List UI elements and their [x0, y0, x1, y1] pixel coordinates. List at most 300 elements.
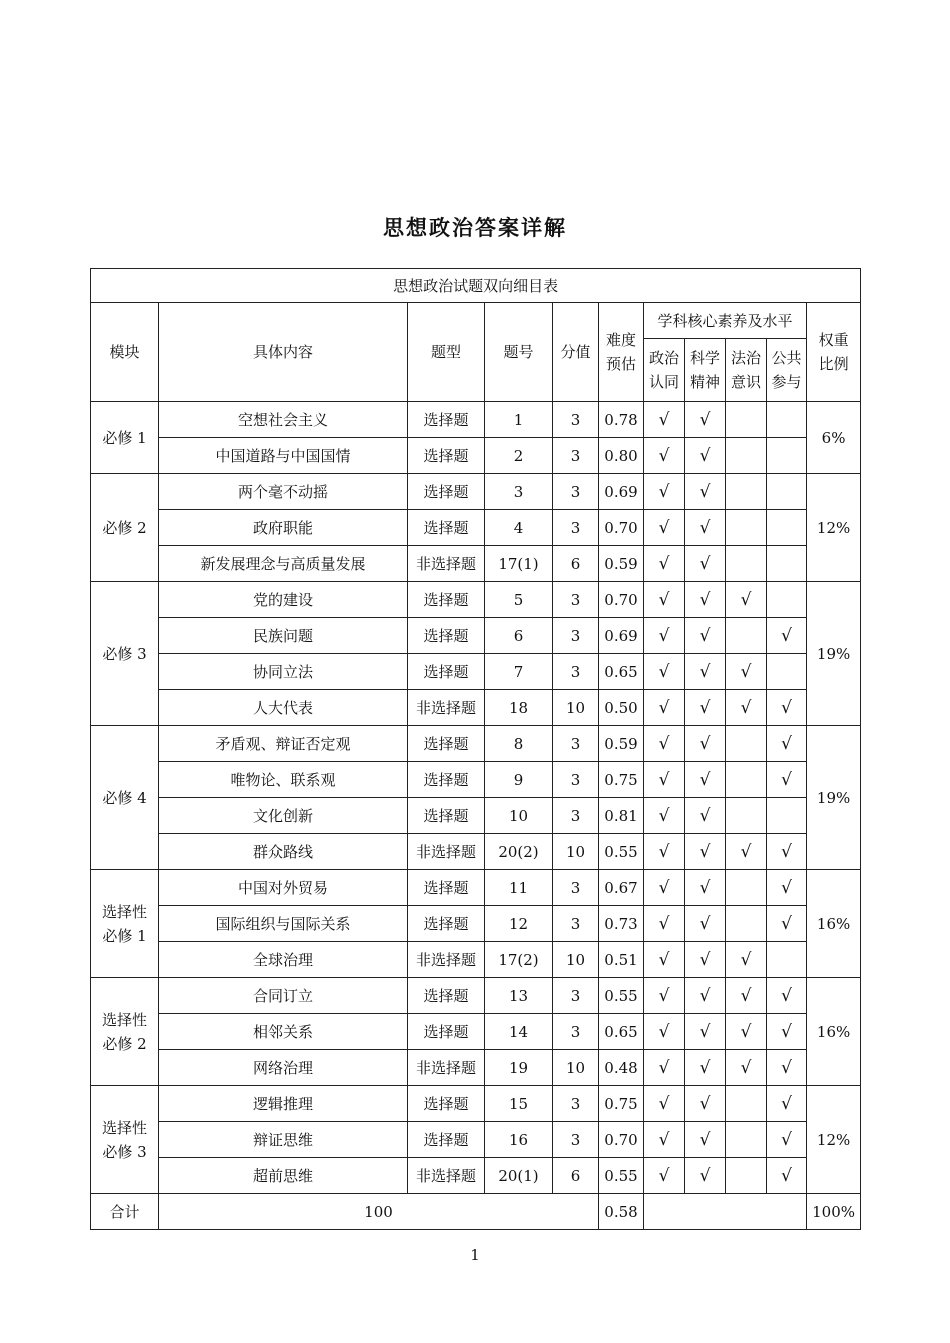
score-cell: 3: [553, 618, 599, 654]
core-cell: [685, 1158, 726, 1194]
core-cell: [726, 762, 767, 798]
number-cell: 10: [485, 798, 553, 834]
core-cell: [685, 798, 726, 834]
core-cell: [767, 438, 807, 474]
type-cell: 选择题: [408, 438, 485, 474]
content-cell: 国际组织与国际关系: [159, 906, 408, 942]
module-label: 选择性 必修 2: [101, 1010, 147, 1053]
core-cell: [726, 834, 767, 870]
check-icon: √: [781, 877, 792, 898]
difficulty-cell: 0.50: [599, 690, 644, 726]
core-cell: [685, 438, 726, 474]
table-row: [91, 1014, 861, 1050]
module-cell: [91, 1086, 159, 1194]
check-icon: √: [781, 625, 792, 646]
core-cell: [726, 870, 767, 906]
check-icon: √: [658, 517, 670, 538]
table-row: [91, 402, 861, 438]
check-icon: √: [781, 985, 792, 1006]
check-icon: √: [699, 625, 711, 646]
score-cell: 6: [553, 1158, 599, 1194]
core-cell: [685, 762, 726, 798]
content-cell: 矛盾观、辩证否定观: [159, 726, 408, 762]
type-cell: 选择题: [408, 654, 485, 690]
number-cell: 3: [485, 474, 553, 510]
check-icon: √: [658, 841, 670, 862]
header-score: 分值: [553, 303, 599, 402]
header-core-legal: [726, 339, 767, 402]
header-core-political: [644, 339, 685, 402]
number-cell: 18: [485, 690, 553, 726]
difficulty-cell: 0.48: [599, 1050, 644, 1086]
header-core-scientific: [685, 339, 726, 402]
check-icon: √: [781, 769, 792, 790]
number-cell: 9: [485, 762, 553, 798]
module-label: 必修 3: [102, 644, 147, 663]
check-icon: √: [658, 589, 670, 610]
weight-cell: 16%: [807, 870, 861, 978]
core-cell: [726, 618, 767, 654]
score-cell: 3: [553, 438, 599, 474]
core-cell: [726, 1086, 767, 1122]
check-icon: √: [699, 481, 711, 502]
core-cell: [767, 510, 807, 546]
score-cell: 10: [553, 942, 599, 978]
table-row: [91, 690, 861, 726]
difficulty-cell: 0.78: [599, 402, 644, 438]
core-cell: [644, 510, 685, 546]
score-cell: 3: [553, 1122, 599, 1158]
check-icon: √: [699, 841, 711, 862]
core-cell: [767, 474, 807, 510]
table-row: [91, 618, 861, 654]
difficulty-cell: 0.75: [599, 1086, 644, 1122]
number-cell: 20(1): [485, 1158, 553, 1194]
core-cell: [726, 1050, 767, 1086]
core-cell: [767, 654, 807, 690]
table-caption: 思想政治试题双向细目表: [91, 269, 861, 303]
module-label: 必修 2: [102, 518, 147, 537]
module-cell: [91, 870, 159, 978]
check-icon: √: [740, 697, 752, 718]
score-cell: 10: [553, 834, 599, 870]
core-cell: [644, 402, 685, 438]
type-cell: 选择题: [408, 726, 485, 762]
header-core-group: 学科核心素养及水平: [644, 303, 807, 339]
core-cell: [685, 1122, 726, 1158]
difficulty-cell: 0.65: [599, 1014, 644, 1050]
score-cell: 3: [553, 582, 599, 618]
check-icon: √: [781, 1021, 792, 1042]
core-cell: [726, 438, 767, 474]
number-cell: 19: [485, 1050, 553, 1086]
total-score: 100: [159, 1194, 599, 1230]
core-cell: [726, 654, 767, 690]
check-icon: √: [658, 625, 670, 646]
table-row: [91, 438, 861, 474]
core-cell: [767, 978, 807, 1014]
check-icon: √: [658, 913, 670, 934]
score-cell: 10: [553, 690, 599, 726]
check-icon: √: [699, 769, 711, 790]
table-row: [91, 654, 861, 690]
core-cell: [644, 438, 685, 474]
check-icon: √: [740, 661, 752, 682]
core-cell: [644, 1014, 685, 1050]
score-cell: 3: [553, 1086, 599, 1122]
check-icon: √: [658, 409, 670, 430]
table-row: [91, 1158, 861, 1194]
check-icon: √: [658, 1057, 670, 1078]
difficulty-cell: 0.55: [599, 978, 644, 1014]
difficulty-cell: 0.70: [599, 582, 644, 618]
check-icon: √: [658, 949, 670, 970]
core-cell: [685, 942, 726, 978]
difficulty-cell: 0.55: [599, 1158, 644, 1194]
check-icon: √: [658, 805, 670, 826]
module-label: 选择性 必修 1: [101, 902, 147, 945]
content-cell: 网络治理: [159, 1050, 408, 1086]
core-cell: [767, 942, 807, 978]
check-icon: √: [781, 733, 792, 754]
check-icon: √: [699, 805, 711, 826]
check-icon: √: [740, 841, 752, 862]
score-cell: 3: [553, 726, 599, 762]
core-cell: [685, 1086, 726, 1122]
core-cell: [685, 726, 726, 762]
core-cell: [726, 1158, 767, 1194]
check-icon: √: [658, 553, 670, 574]
check-icon: √: [658, 1129, 670, 1150]
core-cell: [685, 654, 726, 690]
core-cell: [726, 690, 767, 726]
weight-cell: 19%: [807, 582, 861, 726]
core-cell: [767, 762, 807, 798]
difficulty-cell: 0.51: [599, 942, 644, 978]
table-row: [91, 798, 861, 834]
content-cell: 群众路线: [159, 834, 408, 870]
difficulty-cell: 0.70: [599, 1122, 644, 1158]
core-cell: [726, 1122, 767, 1158]
core-cell: [726, 402, 767, 438]
header-core-text: 公共 参与: [771, 349, 802, 391]
check-icon: √: [699, 733, 711, 754]
content-cell: 两个毫不动摇: [159, 474, 408, 510]
number-cell: 14: [485, 1014, 553, 1050]
header-module: 模块: [91, 303, 159, 402]
type-cell: 选择题: [408, 1086, 485, 1122]
header-core-text: 政治 认同: [648, 349, 679, 391]
core-cell: [767, 906, 807, 942]
check-icon: √: [740, 1057, 752, 1078]
type-cell: 选择题: [408, 402, 485, 438]
type-cell: 选择题: [408, 978, 485, 1014]
content-cell: 新发展理念与高质量发展: [159, 546, 408, 582]
check-icon: √: [699, 1165, 711, 1186]
module-cell: [91, 978, 159, 1086]
table-row: [91, 906, 861, 942]
core-cell: [726, 798, 767, 834]
total-weight: 100%: [807, 1194, 861, 1230]
content-cell: 全球治理: [159, 942, 408, 978]
check-icon: √: [781, 697, 792, 718]
core-cell: [726, 510, 767, 546]
check-icon: √: [699, 517, 711, 538]
core-cell: [685, 1050, 726, 1086]
header-number: 题号: [485, 303, 553, 402]
score-cell: 3: [553, 474, 599, 510]
score-cell: 3: [553, 870, 599, 906]
number-cell: 16: [485, 1122, 553, 1158]
total-difficulty: 0.58: [599, 1194, 644, 1230]
core-cell: [644, 474, 685, 510]
weight-cell: 12%: [807, 474, 861, 582]
core-cell: [767, 1014, 807, 1050]
table-row: [91, 1122, 861, 1158]
core-cell: [685, 474, 726, 510]
table-row: [91, 942, 861, 978]
check-icon: √: [699, 697, 711, 718]
number-cell: 13: [485, 978, 553, 1014]
type-cell: 选择题: [408, 474, 485, 510]
module-label: 必修 1: [102, 428, 147, 447]
check-icon: √: [781, 1165, 792, 1186]
type-cell: 选择题: [408, 1014, 485, 1050]
module-cell: [91, 726, 159, 870]
check-icon: √: [781, 913, 792, 934]
weight-cell: 12%: [807, 1086, 861, 1194]
type-cell: 非选择题: [408, 942, 485, 978]
core-cell: [685, 618, 726, 654]
check-icon: √: [658, 877, 670, 898]
content-cell: 文化创新: [159, 798, 408, 834]
core-cell: [644, 942, 685, 978]
check-icon: √: [658, 661, 670, 682]
core-cell: [767, 402, 807, 438]
core-cell: [644, 690, 685, 726]
core-cell: [767, 726, 807, 762]
difficulty-cell: 0.69: [599, 618, 644, 654]
core-cell: [644, 798, 685, 834]
core-cell: [644, 546, 685, 582]
check-icon: √: [699, 877, 711, 898]
header-difficulty: [599, 303, 644, 402]
core-cell: [767, 546, 807, 582]
table-row: [91, 582, 861, 618]
number-cell: 5: [485, 582, 553, 618]
table-row: [91, 474, 861, 510]
check-icon: √: [658, 1165, 670, 1186]
weight-cell: 19%: [807, 726, 861, 870]
table-row: [91, 762, 861, 798]
table-row: [91, 546, 861, 582]
table-row: [91, 1050, 861, 1086]
difficulty-cell: 0.55: [599, 834, 644, 870]
score-cell: 3: [553, 654, 599, 690]
content-cell: 唯物论、联系观: [159, 762, 408, 798]
core-cell: [644, 582, 685, 618]
header-core-public: [767, 339, 807, 402]
core-cell: [767, 834, 807, 870]
difficulty-cell: 0.59: [599, 726, 644, 762]
check-icon: √: [658, 1021, 670, 1042]
core-cell: [726, 906, 767, 942]
difficulty-cell: 0.80: [599, 438, 644, 474]
number-cell: 15: [485, 1086, 553, 1122]
number-cell: 20(2): [485, 834, 553, 870]
number-cell: 1: [485, 402, 553, 438]
type-cell: 选择题: [408, 870, 485, 906]
core-cell: [767, 582, 807, 618]
core-cell: [685, 1014, 726, 1050]
type-cell: 选择题: [408, 798, 485, 834]
table-row: [91, 726, 861, 762]
weight-cell: 6%: [807, 402, 861, 474]
page-title: 思想政治答案详解: [383, 216, 567, 240]
total-core-blank: [644, 1194, 807, 1230]
type-cell: 非选择题: [408, 546, 485, 582]
check-icon: √: [658, 985, 670, 1006]
check-icon: √: [781, 841, 792, 862]
core-cell: [685, 690, 726, 726]
check-icon: √: [699, 1021, 711, 1042]
header-core-text: 法治 意识: [730, 349, 761, 391]
type-cell: 非选择题: [408, 834, 485, 870]
score-cell: 3: [553, 762, 599, 798]
core-cell: [644, 1086, 685, 1122]
content-cell: 人大代表: [159, 690, 408, 726]
check-icon: √: [658, 697, 670, 718]
check-icon: √: [740, 589, 752, 610]
content-cell: 合同订立: [159, 978, 408, 1014]
core-cell: [685, 402, 726, 438]
type-cell: 选择题: [408, 762, 485, 798]
content-cell: 空想社会主义: [159, 402, 408, 438]
difficulty-cell: 0.67: [599, 870, 644, 906]
check-icon: √: [699, 1129, 711, 1150]
core-cell: [644, 618, 685, 654]
core-cell: [644, 1158, 685, 1194]
check-icon: √: [699, 913, 711, 934]
content-cell: 党的建设: [159, 582, 408, 618]
check-icon: √: [699, 409, 711, 430]
spec-table: [90, 268, 861, 1230]
difficulty-cell: 0.70: [599, 510, 644, 546]
core-cell: [644, 978, 685, 1014]
content-cell: 相邻关系: [159, 1014, 408, 1050]
score-cell: 3: [553, 798, 599, 834]
module-label: 必修 4: [102, 788, 147, 807]
type-cell: 非选择题: [408, 1050, 485, 1086]
check-icon: √: [658, 733, 670, 754]
core-cell: [767, 870, 807, 906]
number-cell: 4: [485, 510, 553, 546]
core-cell: [644, 762, 685, 798]
difficulty-cell: 0.65: [599, 654, 644, 690]
score-cell: 3: [553, 1014, 599, 1050]
number-cell: 11: [485, 870, 553, 906]
header-core-text: 科学 精神: [689, 349, 720, 391]
number-cell: 8: [485, 726, 553, 762]
score-cell: 3: [553, 906, 599, 942]
check-icon: √: [781, 1093, 792, 1114]
total-row: [91, 1194, 861, 1230]
check-icon: √: [658, 445, 670, 466]
core-cell: [726, 726, 767, 762]
core-cell: [767, 1050, 807, 1086]
check-icon: √: [699, 661, 711, 682]
weight-cell: 16%: [807, 978, 861, 1086]
core-cell: [644, 870, 685, 906]
number-cell: 17(2): [485, 942, 553, 978]
difficulty-cell: 0.81: [599, 798, 644, 834]
core-cell: [767, 1086, 807, 1122]
core-cell: [644, 906, 685, 942]
header-difficulty-text: 难度 预估: [605, 331, 636, 373]
content-cell: 逻辑推理: [159, 1086, 408, 1122]
number-cell: 17(1): [485, 546, 553, 582]
content-cell: 中国道路与中国国情: [159, 438, 408, 474]
core-cell: [726, 474, 767, 510]
content-cell: 民族问题: [159, 618, 408, 654]
core-cell: [685, 834, 726, 870]
core-cell: [726, 978, 767, 1014]
table-row: [91, 870, 861, 906]
type-cell: 选择题: [408, 582, 485, 618]
content-cell: 辩证思维: [159, 1122, 408, 1158]
core-cell: [767, 618, 807, 654]
table-row: [91, 510, 861, 546]
module-cell: [91, 402, 159, 474]
difficulty-cell: 0.59: [599, 546, 644, 582]
core-cell: [726, 582, 767, 618]
check-icon: √: [658, 481, 670, 502]
core-cell: [644, 1050, 685, 1086]
score-cell: 3: [553, 402, 599, 438]
content-cell: 超前思维: [159, 1158, 408, 1194]
core-cell: [767, 1122, 807, 1158]
type-cell: 非选择题: [408, 1158, 485, 1194]
number-cell: 2: [485, 438, 553, 474]
core-cell: [685, 906, 726, 942]
core-cell: [767, 798, 807, 834]
table-row: [91, 978, 861, 1014]
check-icon: √: [699, 589, 711, 610]
core-cell: [685, 510, 726, 546]
core-cell: [685, 978, 726, 1014]
core-cell: [685, 870, 726, 906]
content-cell: 协同立法: [159, 654, 408, 690]
core-cell: [644, 1122, 685, 1158]
score-cell: 10: [553, 1050, 599, 1086]
module-cell: [91, 582, 159, 726]
content-cell: 政府职能: [159, 510, 408, 546]
check-icon: √: [699, 985, 711, 1006]
core-cell: [685, 582, 726, 618]
check-icon: √: [740, 949, 752, 970]
header-content: 具体内容: [159, 303, 408, 402]
table-row: [91, 1086, 861, 1122]
header-weight-text: 权重 比例: [818, 331, 849, 373]
core-cell: [644, 654, 685, 690]
check-icon: √: [740, 985, 752, 1006]
content-cell: 中国对外贸易: [159, 870, 408, 906]
header-type: 题型: [408, 303, 485, 402]
check-icon: √: [740, 1021, 752, 1042]
number-cell: 7: [485, 654, 553, 690]
type-cell: 非选择题: [408, 690, 485, 726]
module-cell: [91, 474, 159, 582]
